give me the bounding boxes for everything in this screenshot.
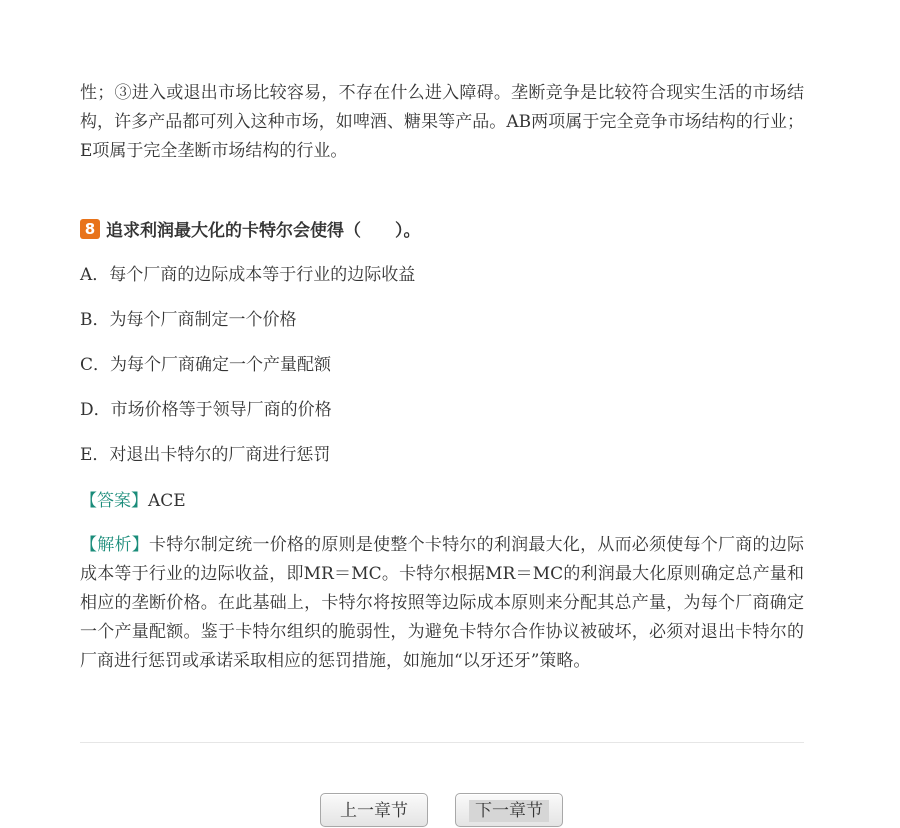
question-number-badge: 8 xyxy=(80,219,100,239)
analysis-tag: 【解析】 xyxy=(80,535,149,555)
option-b: B．为每个厂商制定一个价格 xyxy=(80,310,297,330)
question-heading xyxy=(80,216,804,246)
intro-paragraph: 性；③进入或退出市场比较容易，不存在什么进入障碍。垄断竞争是比较符合现实生活的市场结构，许多产品都可列入这种市场，如啤酒、糖果等产品。AB两项属于完全竞争市场结构的行业；E项属于完全垄断市场结构的行业。 xyxy=(80,83,804,161)
option-d: D．市场价格等于领导厂商的价格 xyxy=(80,400,332,420)
prev-chapter-label: 上一章节 xyxy=(340,801,408,821)
option-e: E．对退出卡特尔的厂商进行惩罚 xyxy=(80,445,331,465)
section-divider xyxy=(80,742,804,743)
next-chapter-label: 下一章节 xyxy=(469,800,549,822)
option-c: C．为每个厂商确定一个产量配额 xyxy=(80,355,332,375)
answer-tag: 【答案】 xyxy=(80,491,148,511)
answer-value: ACE xyxy=(148,491,186,511)
next-chapter-button[interactable] xyxy=(455,793,563,827)
prev-chapter-button[interactable] xyxy=(320,793,428,827)
question-text: 追求利润最大化的卡特尔会使得（ ）。 xyxy=(106,221,421,241)
analysis-paragraph xyxy=(80,531,804,676)
option-a: A．每个厂商的边际成本等于行业的边际收益 xyxy=(80,265,416,285)
options-list xyxy=(80,260,804,485)
answer-line xyxy=(80,486,186,516)
analysis-text: 卡特尔制定统一价格的原则是使整个卡特尔的利润最大化，从而必须使每个厂商的边际成本等于行业的边际收益，即MR＝MC。卡特尔根据MR＝MC的利润最大化原则确定总产量和相应的垄断价格。在此基础上，卡特尔将按照等边际成本原则来分配其总产量，为每个厂商确定一个产量配额。鉴于卡特尔组织的脆弱性，为避免卡特尔合作协议被破坏，必须对退出卡特尔的厂商进行惩罚或承诺采取相应的惩罚措施，如施加“以牙还牙”策略。 xyxy=(80,535,805,671)
